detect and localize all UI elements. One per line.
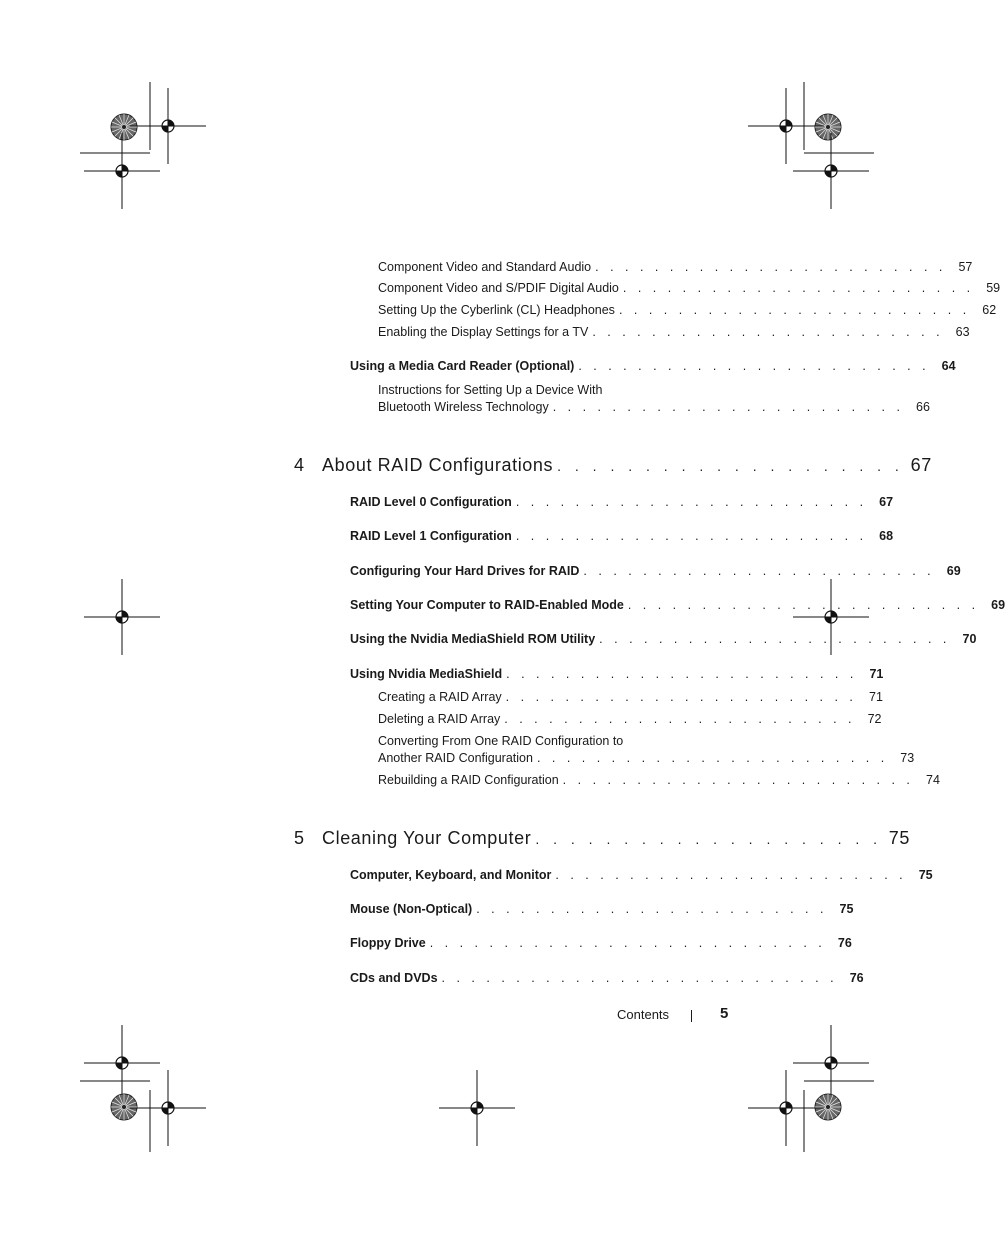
toc-entry-page: 64 xyxy=(941,359,956,373)
chapter-page: 75 xyxy=(888,828,911,848)
chapter-title: About RAID Configurations xyxy=(322,455,554,475)
toc-entry[interactable]: Setting Up the Cyberlink (CL) Headphones . . . . . . . . . . . . . . . . . . . . . . . . 62 xyxy=(378,303,997,317)
toc-section-entry[interactable]: Computer, Keyboard, and Monitor . . . . . . . . . . . . . . . . . . . . . . . . 75 xyxy=(350,868,933,882)
toc-entry-title: Computer, Keyboard, and Monitor xyxy=(350,868,552,882)
toc-entry-page: 69 xyxy=(946,564,961,578)
toc-entry-title: Deleting a RAID Array xyxy=(378,712,501,726)
toc-section-entry[interactable]: Floppy Drive . . . . . . . . . . . . . . . . . . . . . . . . . . . 76 xyxy=(350,936,852,950)
toc-entry-page: 75 xyxy=(839,902,854,916)
toc-entry-title-line1: Instructions for Setting Up a Device With xyxy=(378,383,603,397)
toc-section-entry[interactable]: Setting Your Computer to RAID-Enabled Mode . . . . . . . . . . . . . . . . . . . . . . . . 69 xyxy=(350,598,1005,612)
toc-entry[interactable]: Component Video and Standard Audio . . . . . . . . . . . . . . . . . . . . . . . . 57 xyxy=(378,260,973,274)
chapter-number: 5 xyxy=(294,828,305,848)
toc-entry-page: 73 xyxy=(900,751,915,765)
toc-entry-page: 59 xyxy=(986,281,1001,295)
toc-entry-page: 76 xyxy=(837,936,852,950)
toc-entry-page: 62 xyxy=(982,303,997,317)
toc-entry[interactable]: Deleting a RAID Array . . . . . . . . . . . . . . . . . . . . . . . . 72 xyxy=(378,712,882,726)
toc-entry-title-line2: Bluetooth Wireless Technology xyxy=(378,400,549,414)
toc-entry-title: Setting Your Computer to RAID-Enabled Mode xyxy=(350,598,624,612)
toc-section-entry[interactable]: Using the Nvidia MediaShield ROM Utility . . . . . . . . . . . . . . . . . . . . . . . . 70 xyxy=(350,632,977,646)
page-number: 5 xyxy=(720,1005,729,1022)
toc-entry-title-line1: Converting From One RAID Configuration to xyxy=(378,734,624,748)
toc-entry-title: Creating a RAID Array xyxy=(378,690,502,704)
toc-entry-title-line2: Another RAID Configuration xyxy=(378,751,533,765)
footer-section-label: Contents xyxy=(617,1007,670,1022)
toc-chapter-5[interactable]: 5 Cleaning Your Computer . . . . . . . . . . . . . . . . . . . . 75 xyxy=(294,828,911,848)
toc-entry[interactable]: Creating a RAID Array . . . . . . . . . . . . . . . . . . . . . . . . 71 xyxy=(378,690,883,704)
toc-entry[interactable]: Component Video and S/PDIF Digital Audio . . . . . . . . . . . . . . . . . . . . . . . . 59 xyxy=(378,281,1001,295)
toc-section-entry[interactable]: RAID Level 0 Configuration . . . . . . . . . . . . . . . . . . . . . . . . 67 xyxy=(350,495,894,509)
toc-entry-title: Component Video and S/PDIF Digital Audio xyxy=(378,281,619,295)
toc-section-entry[interactable]: Configuring Your Hard Drives for RAID . . . . . . . . . . . . . . . . . . . . . . . . 69 xyxy=(350,564,961,578)
toc-entry[interactable]: Rebuilding a RAID Configuration . . . . . . . . . . . . . . . . . . . . . . . . 74 xyxy=(378,773,940,787)
toc-entry-title: Mouse (Non-Optical) xyxy=(350,902,473,916)
toc-entry-title: Rebuilding a RAID Configuration xyxy=(378,773,559,787)
toc-entry-title: Using a Media Card Reader (Optional) xyxy=(350,359,575,373)
chapter-number: 4 xyxy=(294,455,305,475)
toc-entry-title: Component Video and Standard Audio xyxy=(378,260,592,274)
chapter-title: Cleaning Your Computer xyxy=(322,828,532,848)
toc-entry-page: 68 xyxy=(879,529,894,543)
toc-entry-page: 76 xyxy=(849,971,864,985)
toc-entry-page: 72 xyxy=(867,712,882,726)
toc-entry-title: Floppy Drive xyxy=(350,936,426,950)
toc-chapter-4[interactable]: 4 About RAID Configurations . . . . . . . . . . . . . . . . . . . . 67 xyxy=(294,455,932,475)
toc-section-entry[interactable]: RAID Level 1 Configuration . . . . . . . . . . . . . . . . . . . . . . . . 68 xyxy=(350,529,894,543)
toc-section-entry[interactable]: Using a Media Card Reader (Optional) . . . . . . . . . . . . . . . . . . . . . . . . 64 xyxy=(350,359,956,373)
toc-entry[interactable]: Converting From One RAID Configuration to Another RAID Configuration . . . . . . . . . . . . . . . . . . . . . . . . 73 xyxy=(378,734,915,765)
toc-entry-page: 71 xyxy=(869,690,883,704)
toc-entry-page: 69 xyxy=(991,598,1005,612)
toc-entry-title: Setting Up the Cyberlink (CL) Headphones xyxy=(378,303,615,317)
toc-section-entry[interactable]: Mouse (Non-Optical) . . . . . . . . . . . . . . . . . . . . . . . . 75 xyxy=(350,902,854,916)
toc-entry-title: RAID Level 0 Configuration xyxy=(350,495,512,509)
toc-entry-title: Configuring Your Hard Drives for RAID xyxy=(350,564,580,578)
footer-divider xyxy=(691,1010,692,1022)
toc-entry-page: 67 xyxy=(879,495,894,509)
toc-entry-page: 71 xyxy=(869,667,884,681)
toc-entry-title: Using Nvidia MediaShield xyxy=(350,667,503,681)
toc-entry[interactable]: Instructions for Setting Up a Device With Bluetooth Wireless Technology . . . . . . . . . . . . . . . . . . . . . . . . 66 xyxy=(378,383,930,414)
toc-entry-title: CDs and DVDs xyxy=(350,971,438,985)
toc-entry-title: Using the Nvidia MediaShield ROM Utility xyxy=(350,632,596,646)
chapter-page: 67 xyxy=(910,455,932,475)
toc-entry-page: 63 xyxy=(955,325,970,339)
toc-entry-page: 75 xyxy=(918,868,933,882)
toc-entry-page: 70 xyxy=(962,632,977,646)
toc-entry-page: 57 xyxy=(958,260,973,274)
toc-entry[interactable]: Enabling the Display Settings for a TV . . . . . . . . . . . . . . . . . . . . . . . . 63 xyxy=(378,325,970,339)
toc-section-entry[interactable]: CDs and DVDs . . . . . . . . . . . . . . . . . . . . . . . . . . . 76 xyxy=(350,971,864,985)
toc-section-entry[interactable]: Using Nvidia MediaShield . . . . . . . . . . . . . . . . . . . . . . . . 71 xyxy=(350,667,884,681)
toc-entry-page: 74 xyxy=(926,773,940,787)
toc-entry-title: Enabling the Display Settings for a TV xyxy=(378,325,589,339)
toc-entry-page: 66 xyxy=(916,400,930,414)
toc-entry-title: RAID Level 1 Configuration xyxy=(350,529,512,543)
